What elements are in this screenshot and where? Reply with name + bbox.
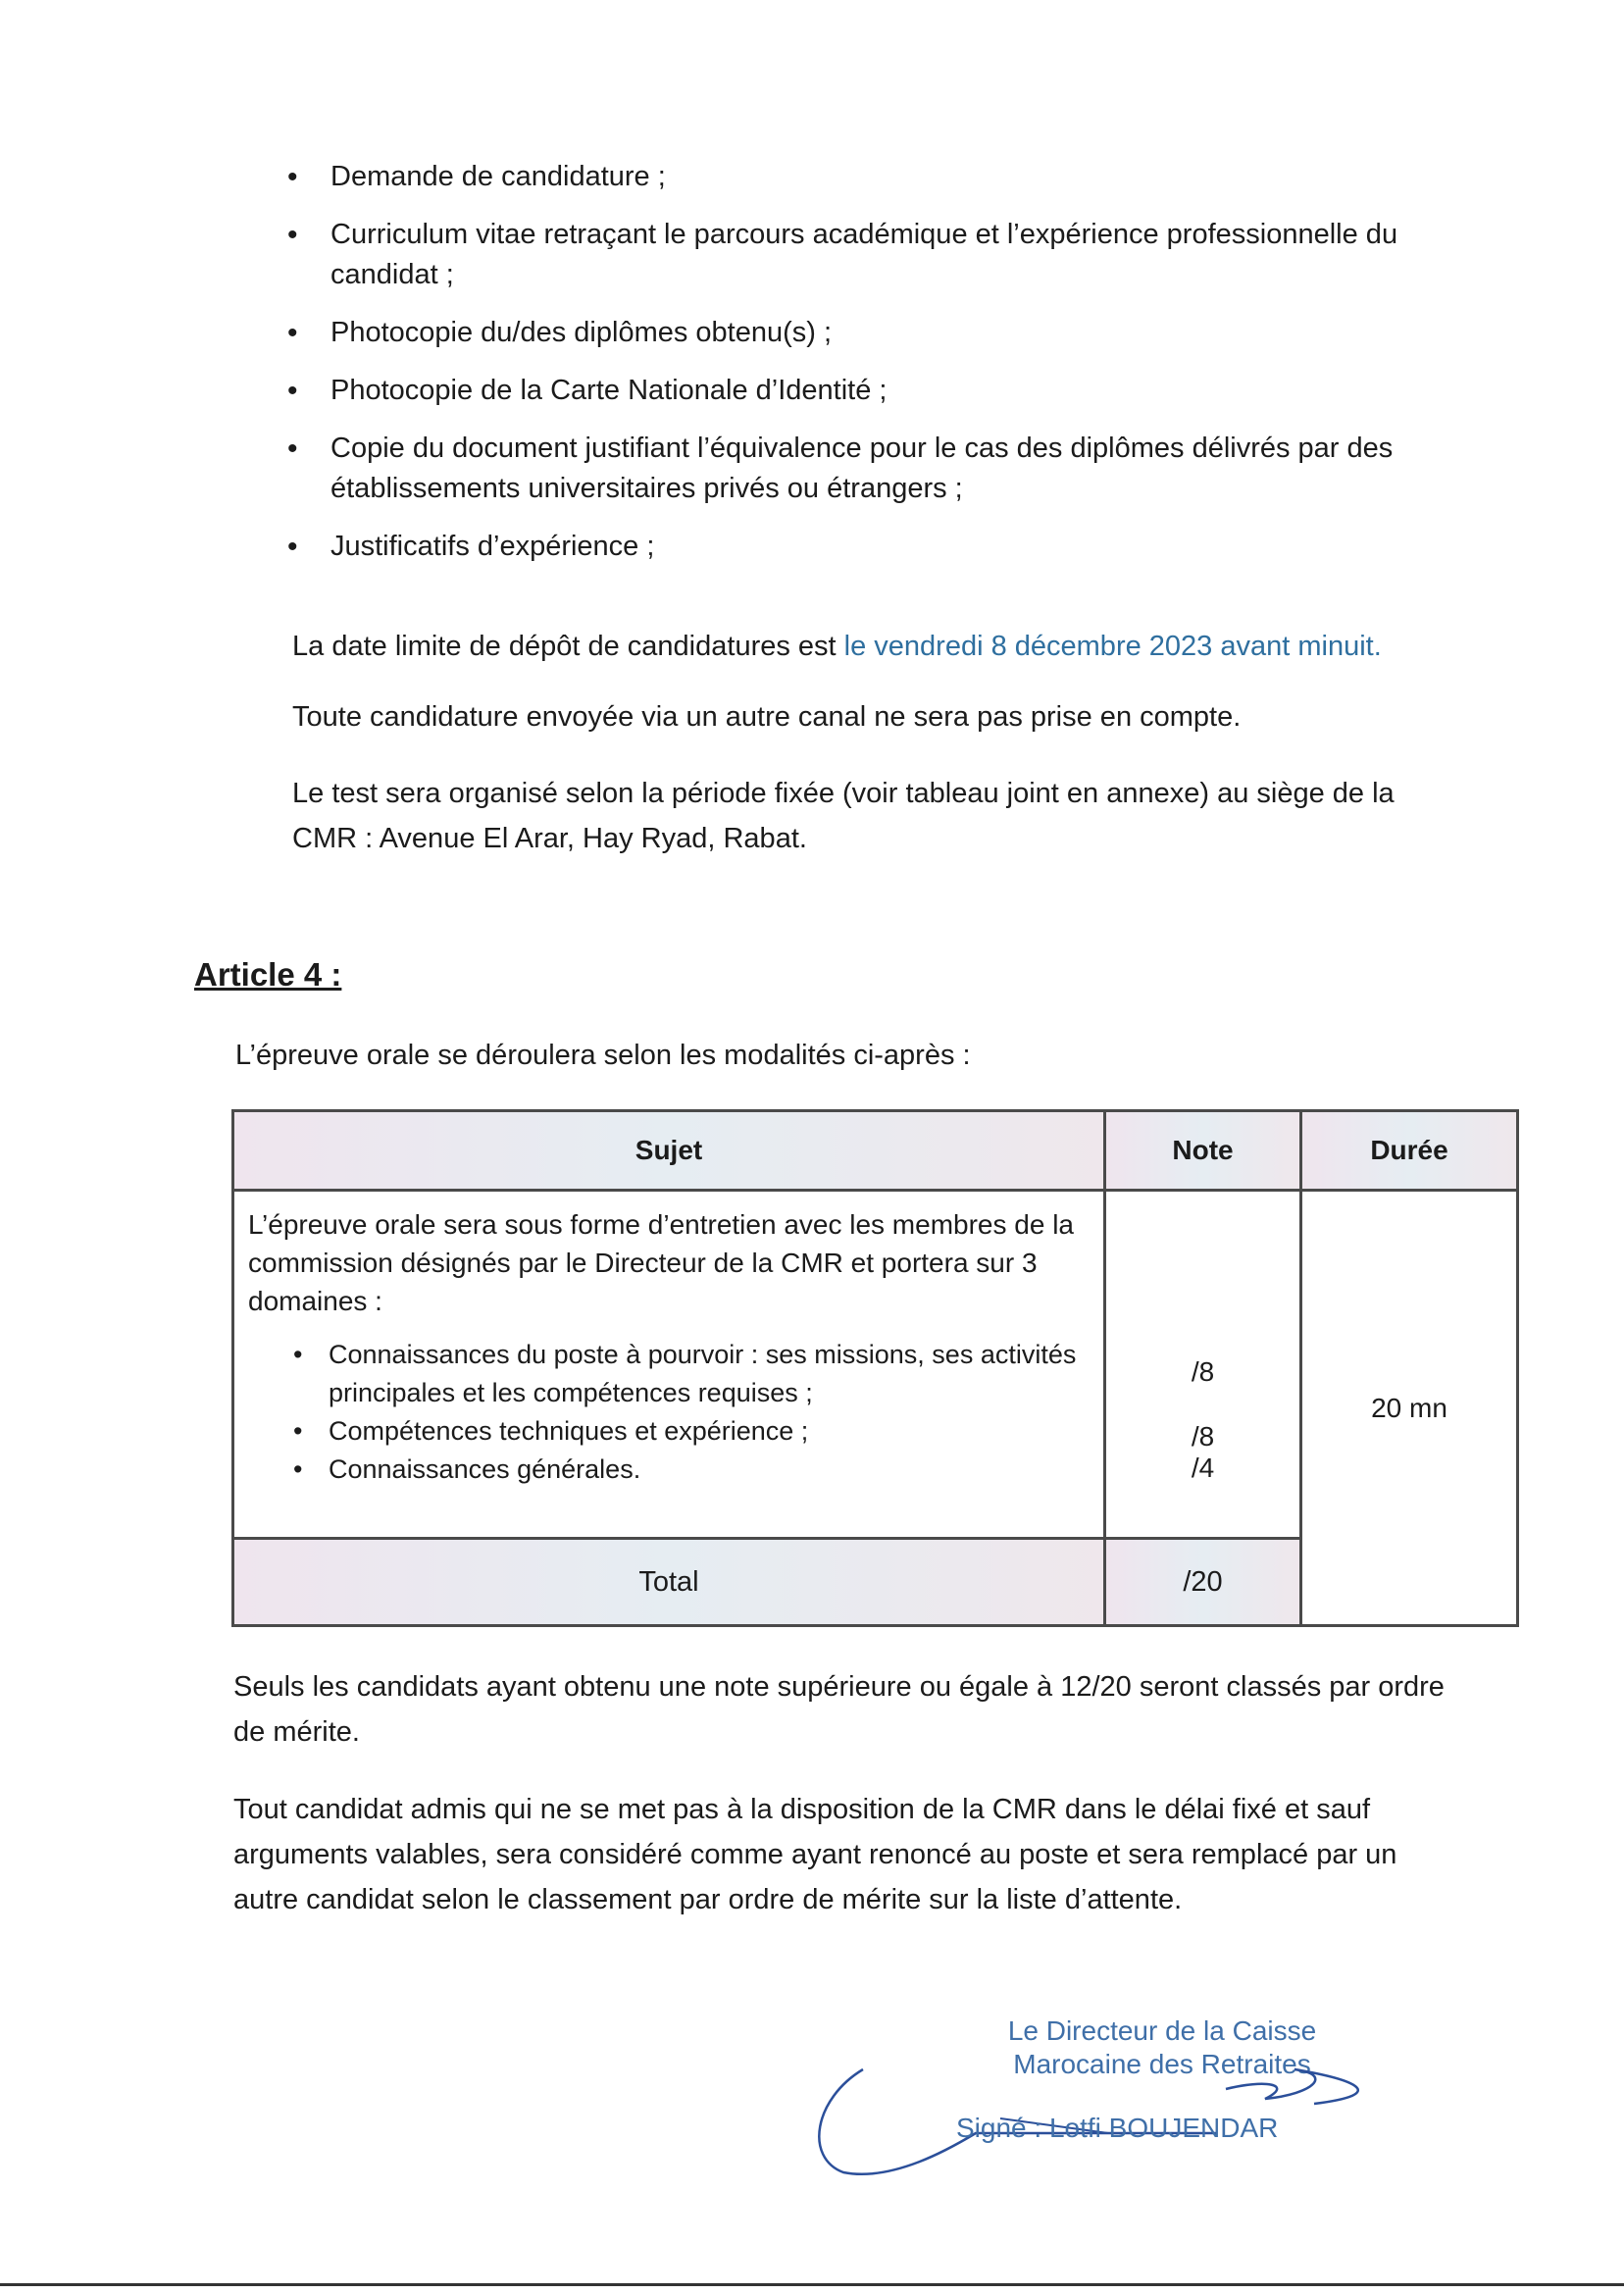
note-value: /8 [1191, 1421, 1215, 1452]
list-item: • Photocopie du/des diplômes obtenu(s) ; [287, 313, 1445, 353]
article-intro: L’épreuve orale se déroulera selon les modalités ci-après : [235, 1040, 971, 1071]
list-item: • Compétences techniques et expérience ; [248, 1412, 1090, 1451]
total-note: /20 [1105, 1539, 1301, 1626]
deadline-prefix: La date limite de dépôt de candidatures est [292, 631, 844, 662]
total-label: Total [233, 1539, 1105, 1626]
oral-exam-table [231, 1109, 1519, 1627]
footer-divider [0, 2283, 1624, 2286]
sujet-cell [233, 1191, 1105, 1539]
note-cell [1105, 1191, 1301, 1539]
ranking-note: Seuls les candidats ayant obtenu une note supérieure ou égale à 12/20 seront classés par ordre de mérite. [233, 1671, 1445, 1748]
replacement-note: Tout candidat admis qui ne se met pas à la disposition de la CMR dans le délai fixé et sauf arguments valables, sera considéré comme ayant renoncé au poste et sera remplacé par un autre candidat selon le classement par ordre de mérite sur la liste d’attente. [233, 1794, 1397, 1915]
table-row [233, 1191, 1518, 1539]
table-header-row [233, 1111, 1518, 1191]
list-item: • Justificatifs d’expérience ; [287, 527, 1445, 567]
list-item: • Demande de candidature ; [287, 157, 1445, 197]
header-sujet: Sujet [233, 1111, 1105, 1191]
note-value: /4 [1191, 1453, 1215, 1483]
deadline-paragraph [292, 624, 1449, 669]
list-item: • Connaissances générales. [248, 1451, 1090, 1489]
list-item: • Photocopie de la Carte Nationale d’Identité ; [287, 371, 1445, 411]
note-value: /8 [1191, 1356, 1215, 1387]
header-duree: Durée [1301, 1111, 1518, 1191]
test-location-paragraph: Le test sera organisé selon la période fixée (voir tableau joint en annexe) au siège de la CMR : Avenue El Arar, Hay Ryad, Rabat. [292, 778, 1395, 854]
list-item: • Copie du document justifiant l’équivalence pour le cas des diplômes délivrés par des établissements universitaires privés ou étrangers ; [287, 429, 1445, 509]
sujet-intro: L’épreuve orale sera sous forme d’entretien avec les membres de la commission désignés par le Directeur de la CMR et portera sur 3 domaines : [248, 1209, 1074, 1316]
list-item: • Curriculum vitae retraçant le parcours académique et l’expérience professionnelle du candidat ; [287, 215, 1445, 295]
required-documents-list [287, 157, 1445, 585]
domains-list [248, 1336, 1090, 1489]
channel-note: Toute candidature envoyée via un autre canal ne sera pas prise en compte. [292, 701, 1242, 733]
deadline-date: le vendredi 8 décembre 2023 avant minuit. [843, 631, 1382, 662]
signatory-name: Signé : Lotfi BOUJENDAR [956, 2113, 1279, 2143]
signatory-title-line-1: Le Directeur de la Caisse [1007, 2015, 1317, 2046]
header-note: Note [1105, 1111, 1301, 1191]
duree-cell: 20 mn [1301, 1191, 1518, 1626]
article-title: Article 4 : [194, 956, 342, 993]
list-item: • Connaissances du poste à pourvoir : ses missions, ses activités principales et les compétences requises ; [248, 1336, 1090, 1412]
signatory-title-line-2: Marocaine des Retraites [1013, 2049, 1311, 2079]
